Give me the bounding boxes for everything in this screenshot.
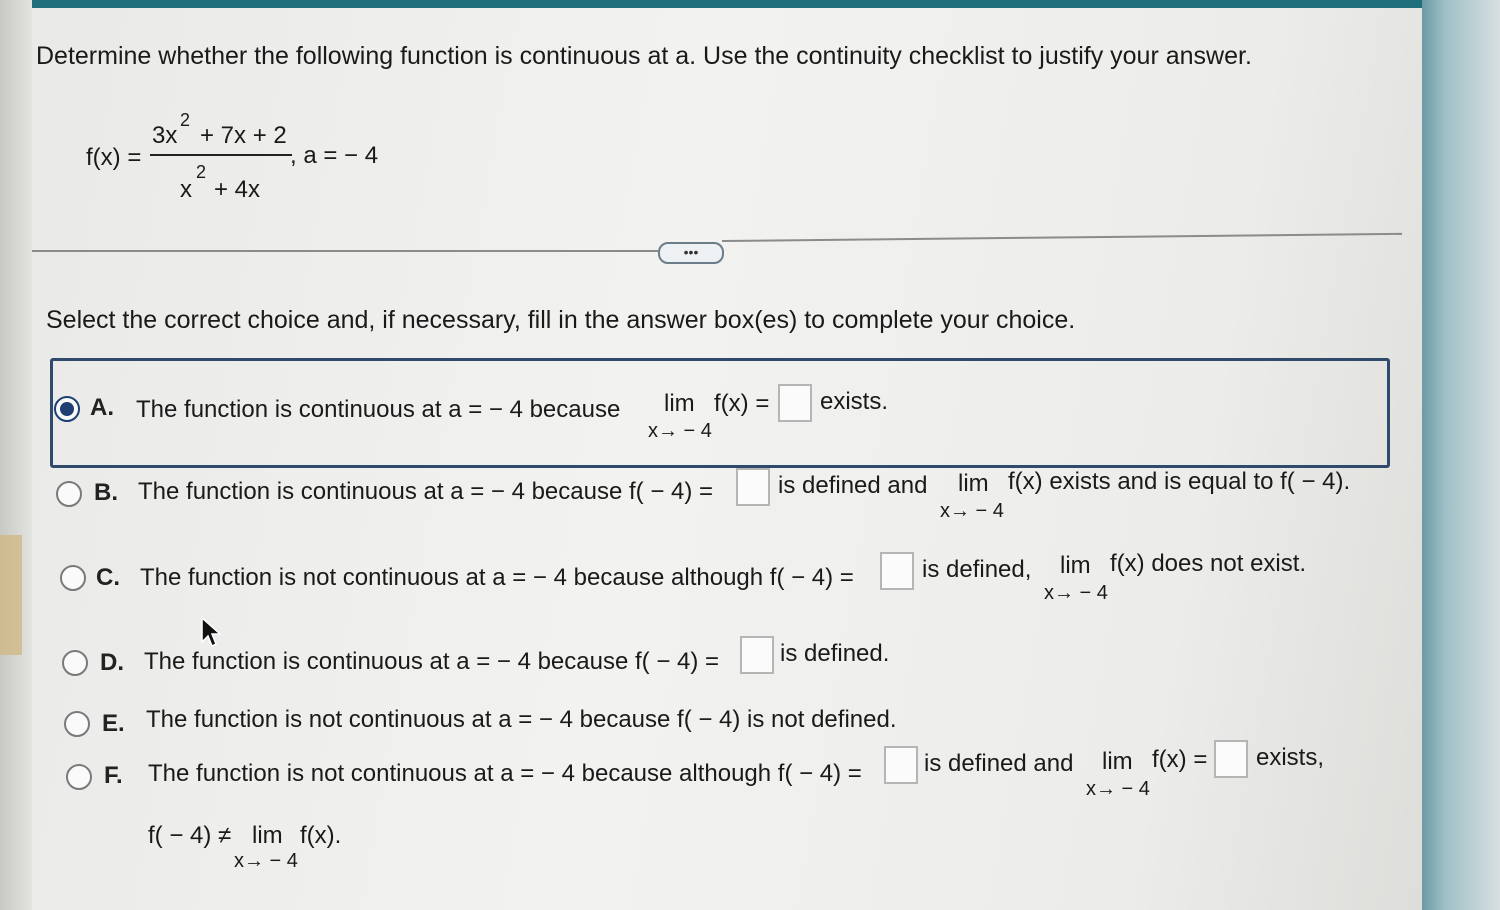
choice-a-letter: A. xyxy=(90,394,114,421)
numerator-exponent: 2 xyxy=(180,110,191,130)
choice-e-letter: E. xyxy=(102,710,125,737)
choice-f-text: The function is not continuous at a = − 4 because although f( − 4) = xyxy=(148,760,862,787)
choice-a-lim: lim xyxy=(664,390,695,417)
choice-f-line2-lead: f( − 4) ≠ xyxy=(148,822,232,849)
choice-c-text: The function is not continuous at a = − 4 because although f( − 4) = xyxy=(140,564,854,591)
choice-f-answer-box-1[interactable] xyxy=(884,746,918,784)
choice-a-radio[interactable] xyxy=(54,396,80,422)
more-button[interactable]: ••• xyxy=(658,242,724,264)
choice-c-lim: lim xyxy=(1060,552,1091,579)
choice-f-lim: lim xyxy=(1102,748,1133,775)
divider-left xyxy=(32,250,658,252)
choice-b-lim: lim xyxy=(958,470,989,497)
choice-c-text2: is defined, xyxy=(922,556,1032,583)
choice-c-lim-sub: x→ − 4 xyxy=(1044,582,1108,604)
choice-d-radio[interactable] xyxy=(62,650,88,676)
choice-b-text2: is defined and xyxy=(778,472,928,499)
left-stripe xyxy=(0,535,22,655)
question-instruction: Determine whether the following function is continuous at a. Use the continuity checklist to justify your answer. xyxy=(36,42,1252,70)
prompt-text: Select the correct choice and, if necessary, fill in the answer box(es) to complete your choice. xyxy=(46,306,1076,334)
denominator-lead: x xyxy=(180,176,192,203)
choice-b-radio[interactable] xyxy=(56,481,82,507)
choice-e-text: The function is not continuous at a = − 4 because f( − 4) is not defined. xyxy=(146,706,897,733)
choice-f-radio[interactable] xyxy=(66,764,92,790)
choice-a-exists: exists. xyxy=(820,388,889,415)
fraction-bar xyxy=(150,154,292,156)
choice-b-text3: f(x) exists and is equal to f( − 4). xyxy=(1008,468,1351,495)
mouse-cursor-icon xyxy=(198,616,222,648)
choice-d-text: The function is continuous at a = − 4 because f( − 4) = xyxy=(144,648,720,675)
choice-f-line2-fx: f(x). xyxy=(300,822,342,849)
choice-c-letter: C. xyxy=(96,564,120,591)
choice-c-answer-box[interactable] xyxy=(880,552,914,590)
fx-label: f(x) = xyxy=(86,144,142,171)
choice-f-text2: is defined and xyxy=(924,750,1074,777)
left-edge xyxy=(0,0,32,910)
choice-a-answer-box[interactable] xyxy=(778,384,812,422)
choice-c-radio[interactable] xyxy=(60,565,86,591)
choice-f-answer-box-2[interactable] xyxy=(1214,740,1248,778)
choice-a-lim-sub: x→ − 4 xyxy=(648,420,712,442)
choice-b-text: The function is continuous at a = − 4 because f( − 4) = xyxy=(138,478,714,505)
choice-f-lim-sub: x→ − 4 xyxy=(1086,778,1150,800)
choice-d-answer-box[interactable] xyxy=(740,636,774,674)
numerator-rest: + 7x + 2 xyxy=(200,122,287,149)
choice-d-letter: D. xyxy=(100,649,124,676)
denominator-rest: + 4x xyxy=(214,176,261,203)
choice-d-text2: is defined. xyxy=(780,640,890,667)
choice-b-answer-box[interactable] xyxy=(736,468,770,506)
choice-a-fx: f(x) = xyxy=(714,390,770,417)
right-edge xyxy=(1422,0,1500,910)
a-value: , a = − 4 xyxy=(290,142,379,169)
choice-b-lim-sub: x→ − 4 xyxy=(940,500,1004,522)
choice-f-exists: exists, xyxy=(1256,744,1325,771)
choice-f-line2-lim-sub: x→ − 4 xyxy=(234,850,298,872)
choice-e-radio[interactable] xyxy=(64,711,90,737)
choice-c-text3: f(x) does not exist. xyxy=(1110,550,1307,577)
choice-b-letter: B. xyxy=(94,479,118,506)
denominator-exponent: 2 xyxy=(196,162,207,182)
choice-f-letter: F. xyxy=(104,762,123,789)
choice-a-text: The function is continuous at a = − 4 because xyxy=(136,396,621,423)
numerator-lead: 3x xyxy=(152,122,178,149)
choice-f-line2-lim: lim xyxy=(252,822,283,849)
choice-f-fx: f(x) = xyxy=(1152,746,1208,773)
